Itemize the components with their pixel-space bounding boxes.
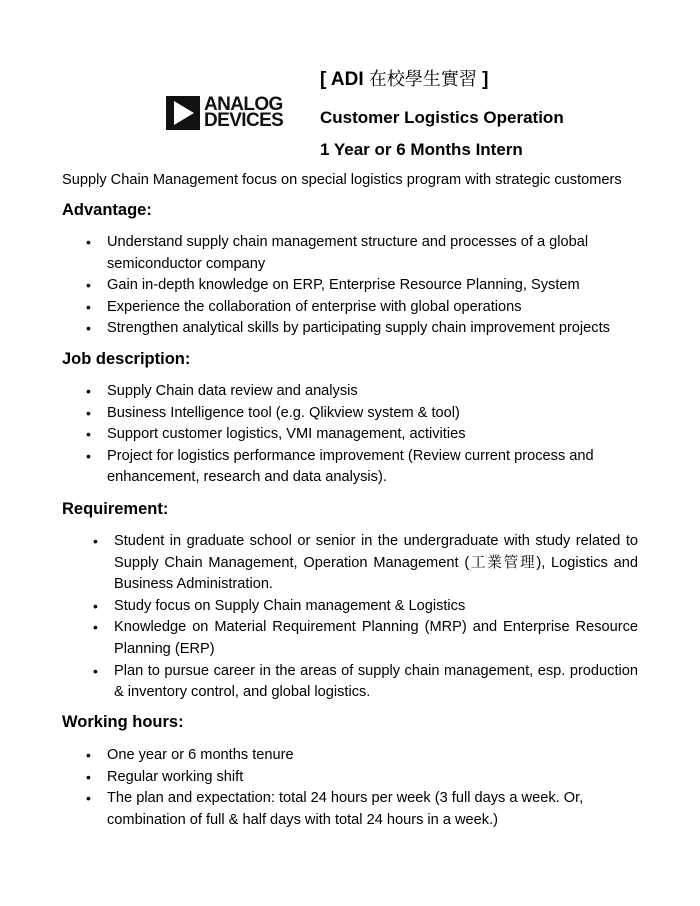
- section-title-advantage: Advantage:: [62, 201, 152, 219]
- section-title-working-hours: Working hours:: [62, 713, 184, 731]
- list-item: • Supply Chain data review and analysis: [86, 381, 626, 403]
- requirement-list: [93, 531, 638, 704]
- logo-wordmark: [204, 94, 284, 131]
- list-item: • Project for logistics performance improvement (Review current process and enhancement, research and data analysis).: [86, 446, 626, 489]
- logo-line-2: DEVICES: [204, 110, 284, 131]
- list-item: • Strengthen analytical skills by participating supply chain improvement projects: [86, 318, 626, 340]
- section-title-requirement: Requirement:: [62, 500, 169, 518]
- list-item: • Experience the collaboration of enterprise with global operations: [86, 297, 626, 319]
- working-hours-list: [86, 745, 621, 831]
- list-item: • Understand supply chain management structure and processes of a global semiconductor company: [86, 232, 626, 275]
- advantage-list: [86, 232, 626, 340]
- list-item: • Support customer logistics, VMI management, activities: [86, 424, 626, 446]
- bracket-open: [: [320, 69, 331, 90]
- internship-duration: 1 Year or 6 Months Intern: [320, 140, 523, 159]
- list-item: • The plan and expectation: total 24 hours per week (3 full days a week. Or, combination of full & half days with total 24 hours in a week.): [86, 788, 621, 831]
- list-item: • Study focus on Supply Chain management & Logistics: [93, 596, 638, 618]
- position-title: Customer Logistics Operation: [320, 108, 564, 127]
- bracket-close: ]: [476, 69, 489, 90]
- program-title: [320, 68, 564, 98]
- list-item: • Business Intelligence tool (e.g. Qlikview system & tool): [86, 403, 626, 425]
- list-item: • Student in graduate school or senior in the undergraduate with study related to Supply Chain Management, Operation Management (工業管理), Logistics and Business Administration.: [93, 531, 638, 596]
- job-description-list: [86, 381, 626, 489]
- list-item: • Gain in-depth knowledge on ERP, Enterprise Resource Planning, System: [86, 275, 626, 297]
- section-title-job-description: Job description:: [62, 350, 191, 368]
- logo-triangle-icon: [166, 96, 200, 130]
- program-label-cjk: 在校學生實習: [368, 69, 477, 90]
- list-item: • One year or 6 months tenure: [86, 745, 621, 767]
- analog-devices-logo: [166, 96, 283, 130]
- logo-line-1: ANALOG: [204, 94, 283, 115]
- intro-text: Supply Chain Management focus on special logistics program with strategic customers: [62, 172, 622, 188]
- document-header: [320, 68, 564, 168]
- company-name: ADI: [330, 69, 369, 90]
- list-item: • Plan to pursue career in the areas of supply chain management, esp. production & inventory control, and global logistics.: [93, 661, 638, 704]
- list-item: • Regular working shift: [86, 767, 621, 789]
- list-item: • Knowledge on Material Requirement Planning (MRP) and Enterprise Resource Planning (ERP): [93, 617, 638, 660]
